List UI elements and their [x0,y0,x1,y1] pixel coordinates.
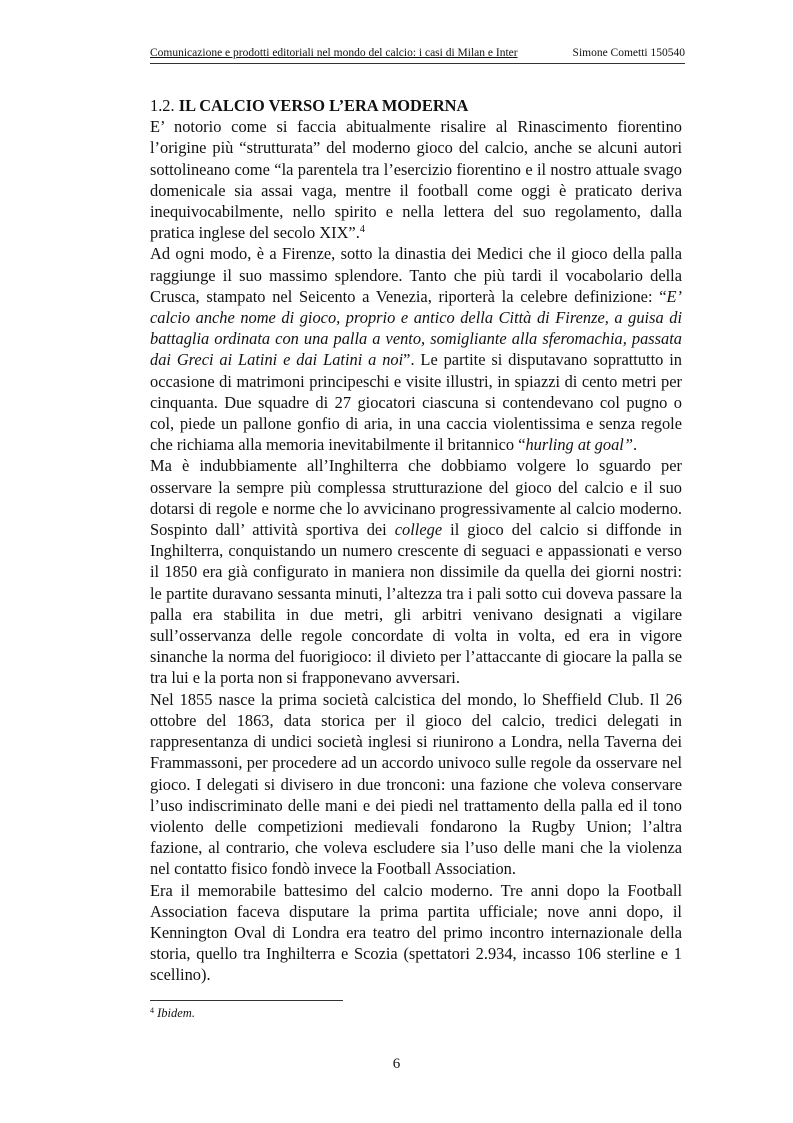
footnote-number: 4 [150,1006,154,1015]
section-number: 1.2. [150,96,175,115]
paragraph-2-part-a: Ad ogni modo, è a Firenze, sotto la dinastia dei Medici che il gioco della palla raggiunge il suo massimo splendore. Tanto che più tardi il vocabolario della Crusca, stampato nel Seicento a Venezia, riporterà la celebre definizione: “ [150,244,682,306]
running-header-author: Simone Cometti 150540 [572,47,685,59]
paragraph-1 [150,116,682,243]
hurling-term: hurling at goal” [525,435,633,455]
header-rule [150,63,685,64]
running-header-title: Comunicazione e prodotti editoriali nel mondo del calcio: i casi di Milan e Inter [150,47,518,59]
footnote-rule [150,1000,343,1001]
paragraph-3-part-b: il gioco del calcio si diffonde in Inghilterra, conquistando un numero crescente di seguaci e appassionati e verso il 1850 era già configurato in maniera non dissimile da quella dei giorni nostri: le partite duravano sessanta minuti, l’altezza tra i pali sotto cui doveva passare la palla era stabilita in due metri, gli arbitri venivano designati a vigilare sull’osservanza delle regole concordate di volta in volta, ed era in vigore sinanche la norma del fuorigioco: il divieto per l’attaccante di giocare la palla se tra lui e la porta non si frapponevano avversari. [150,520,682,688]
running-header [150,47,685,59]
paragraph-1-text: E’ notorio come si faccia abitualmente risalire al Rinascimento fiorentino l’origine più “strutturata” del moderno gioco del calcio, anche se alcuni autori sottolineano come “la parentela tra l’esercizio fiorentino e il nostro attuale svago domenicale sia assai vaga, mentre il football come oggi è praticato deriva inequivocabilmente, nello spirito e nella lettera del suo regolamento, dalla pratica inglese del secolo XIX”. [150,117,682,243]
footnote-text: Ibidem. [157,1006,195,1020]
section-title: IL CALCIO VERSO L’ERA MODERNA [178,96,469,115]
paragraph-3-part-a: Ma è indubbiamente all’Inghilterra che dobbiamo volgere lo sguardo per osservare la sempre più complessa strutturazione del gioco del calcio e il suo dotarsi di regole e norme che lo avvicinano progressivamente al calcio moderno. Sospinto dall’ attività sportiva dei [150,456,682,540]
body-text [150,95,682,986]
paragraph-5: Era il memorabile battesimo del calcio moderno. Tre anni dopo la Football Association faceva disputare la prima partita ufficiale; nove anni dopo, il Kennington Oval di Londra era teatro del primo incontro internazionale della storia, quello tra Inghilterra e Scozia (spettatori 2.934, incasso 106 sterline e 1 scellino). [150,880,682,985]
paragraph-2-part-b: ”. Le partite si disputavano soprattutto in occasione di matrimoni principeschi e visite illustri, in spiazzi di cento metri per cinquanta. Due squadre di 27 giocatori ciascuna si contendevano col pugno o col, piede un pallone gonfio di aria, in una caccia violentissima e senza regole che richiama alla memoria inevitabilmente il britannico “ [150,350,682,455]
paragraph-2-part-c: . [632,435,638,455]
crusca-quote: E’ calcio anche nome di gioco, proprio e antico della Città di Firenze, a guisa di battaglia ordinata con una palla a vento, somigliante alla sferomachia, passata dai Greci ai Latini e dai Latini a noi [150,286,682,370]
footnote-ref: 4 [359,224,365,236]
paragraph-2 [150,243,682,455]
college-term: college [394,520,443,540]
page-number: 6 [392,1056,401,1072]
paragraph-4: Nel 1855 nasce la prima società calcistica del mondo, lo Sheffield Club. Il 26 ottobre del 1863, data storica per il gioco del calcio, tredici delegati in rappresentanza di undici società inglesi si riunirono a Londra, nella Taverna dei Frammassoni, per procedere ad un accordo univoco sulle regole da osservare nel gioco. I delegati si divisero in due tronconi: una fazione che voleva conservare l’uso indiscriminato delle mani e dei piedi nel trattamento della palla ed il tono violento delle competizioni medievali fondarono la Rugby Union; l’altra fazione, al contrario, che voleva escludere sia l’uso delle mani che la violenza nel contatto fisico fondò invece la Football Association. [150,689,682,879]
paragraph-3 [150,455,682,688]
section-heading [150,95,682,116]
footnote [150,1006,195,1021]
